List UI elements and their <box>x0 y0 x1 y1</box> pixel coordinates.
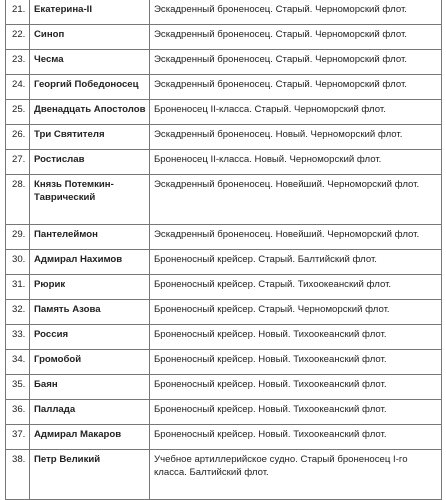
row-number: 27. <box>6 150 30 175</box>
row-number: 30. <box>6 250 30 275</box>
ship-name: Рюрик <box>30 275 150 300</box>
ship-name: Адмирал Макаров <box>30 425 150 450</box>
ship-name: Синоп <box>30 25 150 50</box>
ship-description: Броненосец II-класса. Старый. Черноморский флот. <box>150 100 442 125</box>
ship-name: Петр Великий <box>30 450 150 500</box>
ship-name: Двенадцать Апостолов <box>30 100 150 125</box>
ship-description: Учебное артиллерийское судно. Старый броненосец I-го класса. Балтийский флот. <box>150 450 442 500</box>
ship-description: Эскадренный броненосец. Новейший. Черноморский флот. <box>150 225 442 250</box>
table-row <box>6 0 442 25</box>
row-number: 33. <box>6 325 30 350</box>
row-number: 23. <box>6 50 30 75</box>
ship-description: Броненосный крейсер. Старый. Черноморский флот. <box>150 300 442 325</box>
table-row <box>6 100 442 125</box>
row-number: 28. <box>6 175 30 225</box>
table-row <box>6 125 442 150</box>
row-number: 21. <box>6 0 30 25</box>
row-number: 24. <box>6 75 30 100</box>
ships-table <box>5 0 442 500</box>
table-row <box>6 150 442 175</box>
ship-name: Громобой <box>30 350 150 375</box>
row-number: 32. <box>6 300 30 325</box>
ship-name: Пантелеймон <box>30 225 150 250</box>
table-row <box>6 250 442 275</box>
ship-name: Три Святителя <box>30 125 150 150</box>
ship-description: Броненосный крейсер. Старый. Балтийский флот. <box>150 250 442 275</box>
row-number: 29. <box>6 225 30 250</box>
ship-description: Эскадренный броненосец. Старый. Черноморский флот. <box>150 75 442 100</box>
row-number: 38. <box>6 450 30 500</box>
table-row <box>6 350 442 375</box>
table-row <box>6 225 442 250</box>
ship-description: Эскадренный броненосец. Новый. Черноморский флот. <box>150 125 442 150</box>
table-row <box>6 375 442 400</box>
ship-name: Чесма <box>30 50 150 75</box>
ship-description: Броненосный крейсер. Новый. Тихоокеанский флот. <box>150 375 442 400</box>
ship-description: Эскадренный броненосец. Новейший. Черноморский флот. <box>150 175 442 225</box>
row-number: 31. <box>6 275 30 300</box>
table-row <box>6 325 442 350</box>
table-row <box>6 175 442 225</box>
row-number: 26. <box>6 125 30 150</box>
table-row <box>6 275 442 300</box>
ship-description: Эскадренный броненосец. Старый. Черноморский флот. <box>150 0 442 25</box>
ship-description: Эскадренный броненосец. Старый. Черноморский флот. <box>150 50 442 75</box>
table-row <box>6 450 442 500</box>
ship-description: Броненосный крейсер. Новый. Тихоокеанский флот. <box>150 400 442 425</box>
ships-table-body <box>6 0 442 500</box>
table-row <box>6 300 442 325</box>
ship-description: Броненосный крейсер. Новый. Тихоокеанский флот. <box>150 350 442 375</box>
row-number: 34. <box>6 350 30 375</box>
ship-name: Князь Потемкин-Таврический <box>30 175 150 225</box>
ship-name: Россия <box>30 325 150 350</box>
row-number: 36. <box>6 400 30 425</box>
ship-description: Броненосец II-класса. Новый. Черноморский флот. <box>150 150 442 175</box>
ship-name: Ростислав <box>30 150 150 175</box>
ship-name: Георгий Победоносец <box>30 75 150 100</box>
table-row <box>6 50 442 75</box>
table-row <box>6 425 442 450</box>
ship-name: Баян <box>30 375 150 400</box>
table-row <box>6 400 442 425</box>
ship-name: Память Азова <box>30 300 150 325</box>
ship-description: Броненосный крейсер. Новый. Тихоокеанский флот. <box>150 425 442 450</box>
ship-description: Броненосный крейсер. Старый. Тихоокеанский флот. <box>150 275 442 300</box>
row-number: 22. <box>6 25 30 50</box>
table-row <box>6 25 442 50</box>
ship-description: Эскадренный броненосец. Старый. Черноморский флот. <box>150 25 442 50</box>
ship-name: Адмирал Нахимов <box>30 250 150 275</box>
ship-name: Паллада <box>30 400 150 425</box>
row-number: 37. <box>6 425 30 450</box>
table-row <box>6 75 442 100</box>
row-number: 25. <box>6 100 30 125</box>
row-number: 35. <box>6 375 30 400</box>
ship-description: Броненосный крейсер. Новый. Тихоокеанский флот. <box>150 325 442 350</box>
ship-name: Екатерина-II <box>30 0 150 25</box>
